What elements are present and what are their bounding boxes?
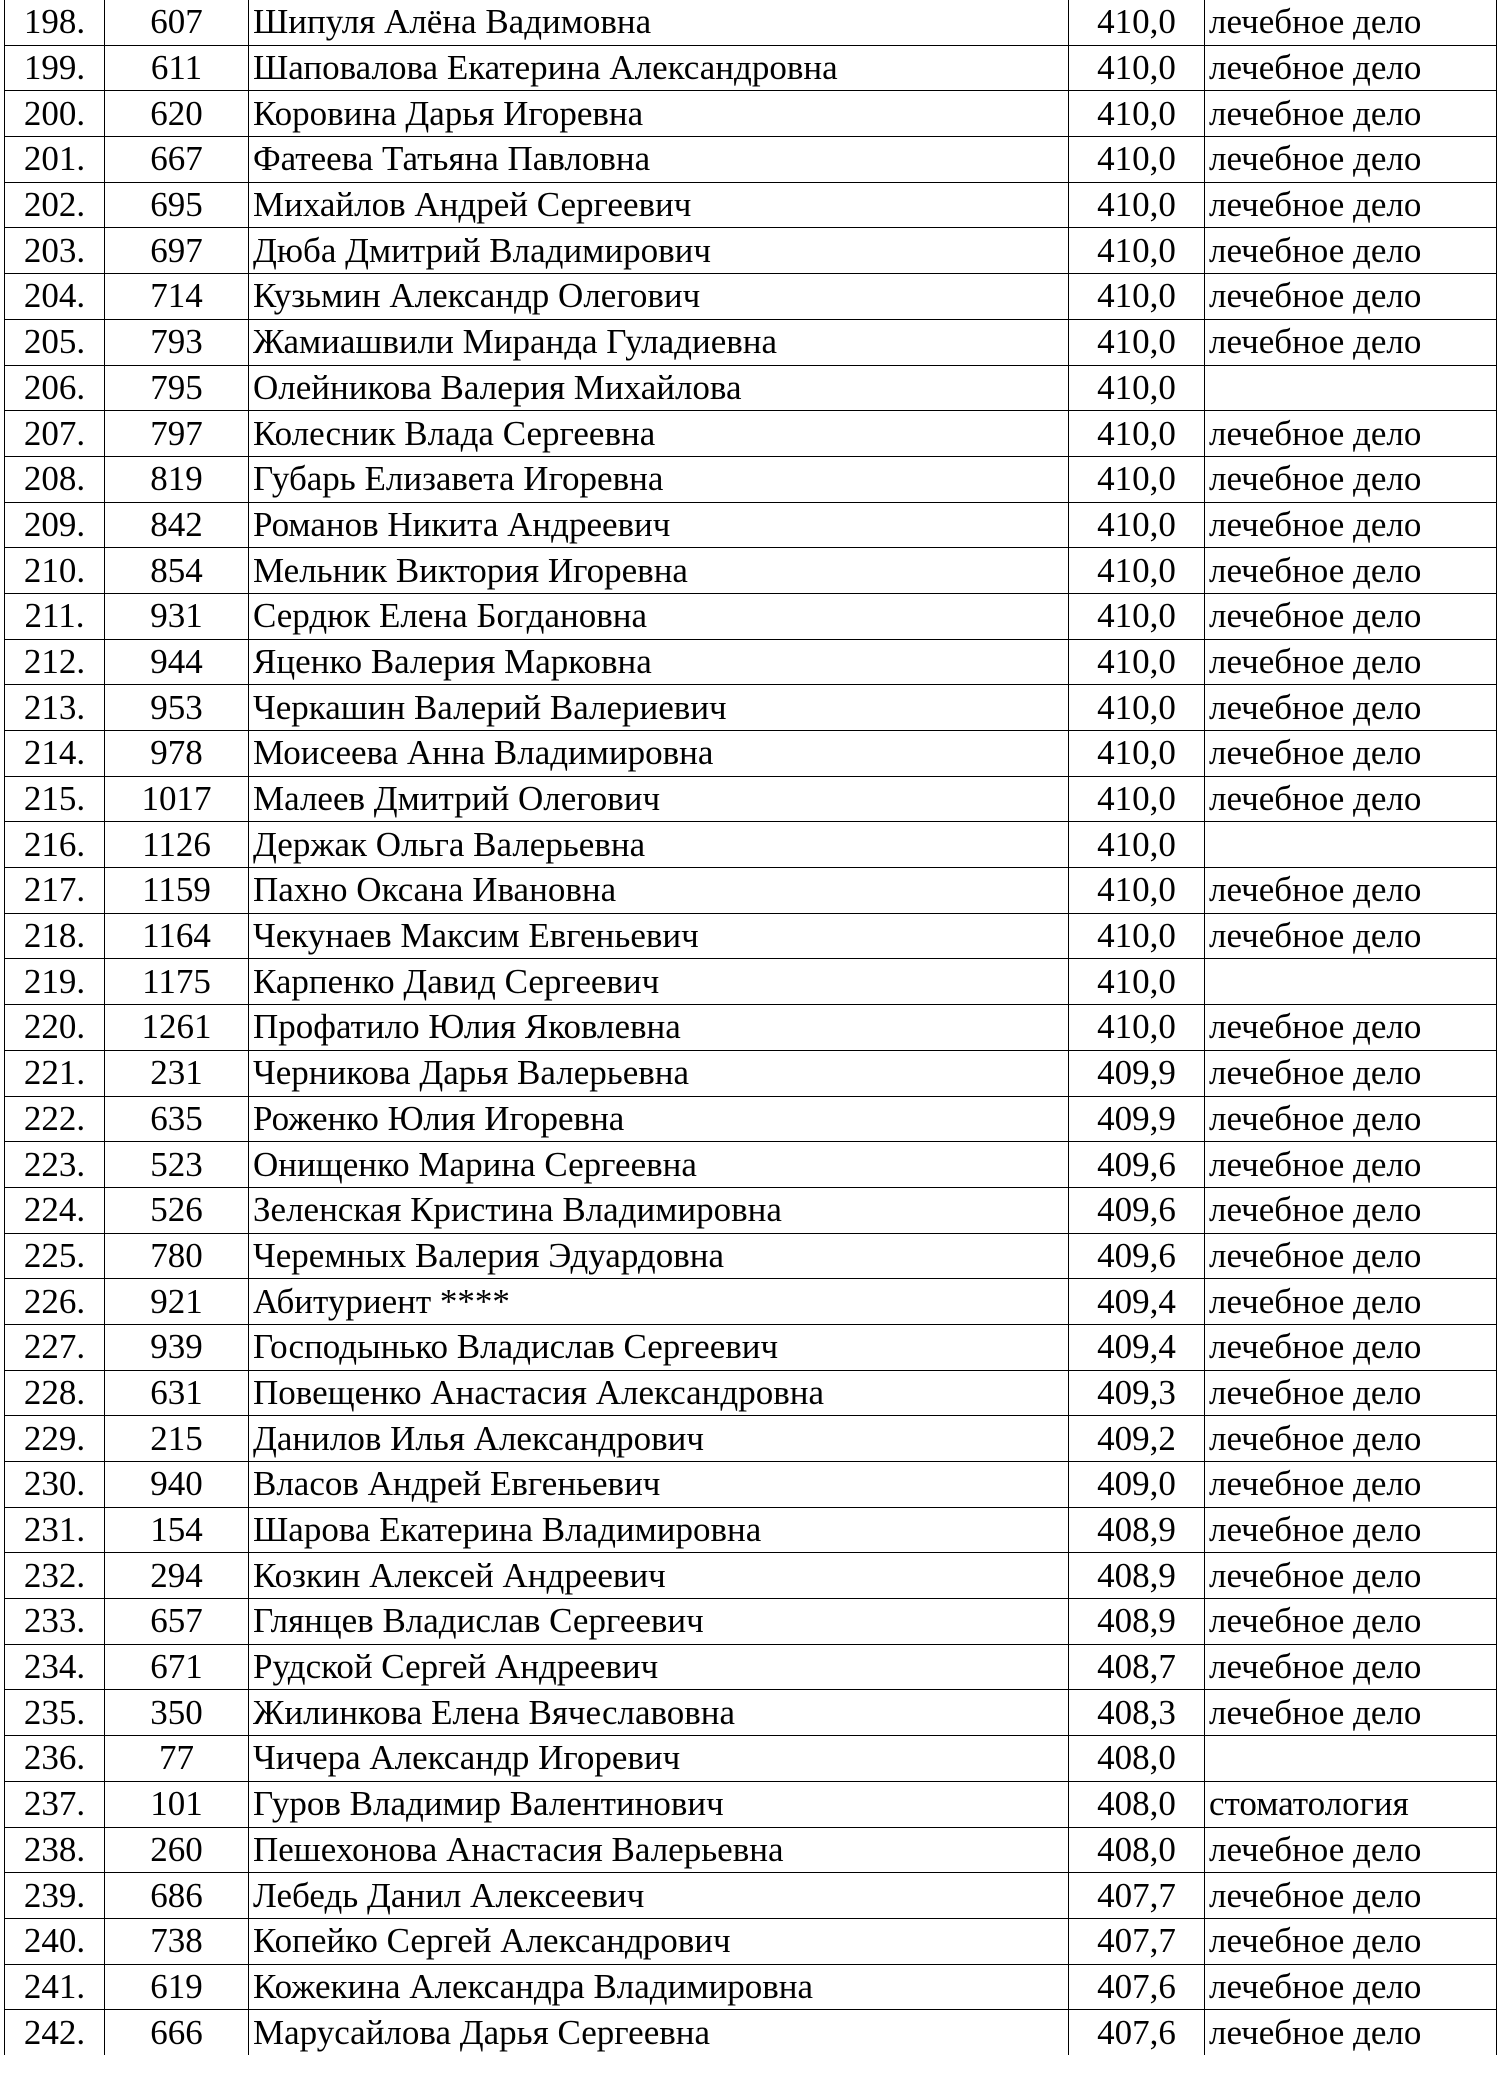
row-number: 241.: [5, 1964, 105, 2010]
applicant-name: Господынько Владислав Сергеевич: [249, 1324, 1069, 1370]
applicant-name: Фатеева Татьяна Павловна: [249, 137, 1069, 183]
row-number: 221.: [5, 1050, 105, 1096]
row-number: 238.: [5, 1827, 105, 1873]
applicant-specialty: лечебное дело: [1205, 1279, 1497, 1325]
applicant-score: 409,9: [1069, 1050, 1205, 1096]
table-row: [5, 1462, 1497, 1508]
applicant-specialty: стоматология: [1205, 1781, 1497, 1827]
applicant-code: 1126: [105, 822, 249, 868]
applicant-specialty: лечебное дело: [1205, 1324, 1497, 1370]
applicant-specialty: лечебное дело: [1205, 1233, 1497, 1279]
applicant-code: 294: [105, 1553, 249, 1599]
applicant-code: 795: [105, 365, 249, 411]
applicant-code: 619: [105, 1964, 249, 2010]
applicant-specialty: лечебное дело: [1205, 1005, 1497, 1051]
applicant-score: 409,6: [1069, 1142, 1205, 1188]
table-row: [5, 45, 1497, 91]
applicant-specialty: лечебное дело: [1205, 182, 1497, 228]
applicant-score: 408,3: [1069, 1690, 1205, 1736]
applicant-name: Черемных Валерия Эдуардовна: [249, 1233, 1069, 1279]
table-row: [5, 1507, 1497, 1553]
applicant-code: 842: [105, 502, 249, 548]
row-number: 211.: [5, 593, 105, 639]
applicant-name: Глянцев Владислав Сергеевич: [249, 1599, 1069, 1645]
applicant-score: 409,3: [1069, 1370, 1205, 1416]
applicant-score: 409,4: [1069, 1279, 1205, 1325]
row-number: 225.: [5, 1233, 105, 1279]
applicant-name: Черникова Дарья Валерьевна: [249, 1050, 1069, 1096]
table-row: [5, 1599, 1497, 1645]
row-number: 222.: [5, 1096, 105, 1142]
applicant-specialty: лечебное дело: [1205, 91, 1497, 137]
applicant-name: Зеленская Кристина Владимировна: [249, 1187, 1069, 1233]
applicant-score: 410,0: [1069, 639, 1205, 685]
table-row: [5, 1005, 1497, 1051]
row-number: 224.: [5, 1187, 105, 1233]
applicant-specialty: лечебное дело: [1205, 1416, 1497, 1462]
table-row: [5, 1644, 1497, 1690]
applicant-score: 410,0: [1069, 319, 1205, 365]
applicant-score: 407,6: [1069, 2010, 1205, 2055]
row-number: 232.: [5, 1553, 105, 1599]
applicant-specialty: лечебное дело: [1205, 0, 1497, 45]
applicant-code: 797: [105, 411, 249, 457]
row-number: 220.: [5, 1005, 105, 1051]
applicant-name: Кожекина Александра Владимировна: [249, 1964, 1069, 2010]
row-number: 227.: [5, 1324, 105, 1370]
applicant-specialty: лечебное дело: [1205, 1827, 1497, 1873]
applicant-code: 611: [105, 45, 249, 91]
table-row: [5, 1370, 1497, 1416]
table-row: [5, 685, 1497, 731]
applicant-name: Кузьмин Александр Олегович: [249, 274, 1069, 320]
applicant-score: 410,0: [1069, 502, 1205, 548]
applicant-name: Рудской Сергей Андреевич: [249, 1644, 1069, 1690]
applicant-score: 410,0: [1069, 731, 1205, 777]
applicant-specialty: лечебное дело: [1205, 411, 1497, 457]
applicant-score: 410,0: [1069, 959, 1205, 1005]
applicant-specialty: лечебное дело: [1205, 502, 1497, 548]
table-row: [5, 731, 1497, 777]
row-number: 236.: [5, 1736, 105, 1782]
table-row: [5, 2010, 1497, 2055]
table-row: [5, 959, 1497, 1005]
applicant-name: Марусайлова Дарья Сергеевна: [249, 2010, 1069, 2055]
applicant-code: 978: [105, 731, 249, 777]
applicant-score: 407,7: [1069, 1873, 1205, 1919]
applicant-score: 410,0: [1069, 685, 1205, 731]
table-row: [5, 1873, 1497, 1919]
table-row: [5, 913, 1497, 959]
table-row: [5, 411, 1497, 457]
applicant-code: 939: [105, 1324, 249, 1370]
applicant-score: 410,0: [1069, 228, 1205, 274]
applicant-score: 410,0: [1069, 182, 1205, 228]
applicant-specialty: лечебное дело: [1205, 731, 1497, 777]
applicant-specialty: лечебное дело: [1205, 1918, 1497, 1964]
applicant-code: 1017: [105, 776, 249, 822]
applicant-code: 1159: [105, 868, 249, 914]
applicant-specialty: лечебное дело: [1205, 868, 1497, 914]
applicant-score: 409,2: [1069, 1416, 1205, 1462]
applicant-score: 408,0: [1069, 1781, 1205, 1827]
table-row: [5, 639, 1497, 685]
applicant-code: 944: [105, 639, 249, 685]
applicant-name: Гуров Владимир Валентинович: [249, 1781, 1069, 1827]
applicant-specialty: лечебное дело: [1205, 1964, 1497, 2010]
applicant-specialty: [1205, 1736, 1497, 1782]
table-row: [5, 502, 1497, 548]
applicant-code: 526: [105, 1187, 249, 1233]
applicant-score: 410,0: [1069, 456, 1205, 502]
row-number: 202.: [5, 182, 105, 228]
applicant-specialty: лечебное дело: [1205, 1599, 1497, 1645]
applicant-specialty: лечебное дело: [1205, 776, 1497, 822]
applicant-score: 408,9: [1069, 1553, 1205, 1599]
applicant-code: 607: [105, 0, 249, 45]
applicant-specialty: лечебное дело: [1205, 913, 1497, 959]
applicant-name: Жилинкова Елена Вячеславовна: [249, 1690, 1069, 1736]
applicant-name: Абитуриент ****: [249, 1279, 1069, 1325]
row-number: 237.: [5, 1781, 105, 1827]
table-row: [5, 1918, 1497, 1964]
row-number: 230.: [5, 1462, 105, 1508]
row-number: 204.: [5, 274, 105, 320]
applicant-code: 854: [105, 548, 249, 594]
applicant-name: Сердюк Елена Богдановна: [249, 593, 1069, 639]
table-row: [5, 1324, 1497, 1370]
applicant-code: 523: [105, 1142, 249, 1188]
applicant-specialty: лечебное дело: [1205, 2010, 1497, 2055]
applicant-score: 410,0: [1069, 91, 1205, 137]
applicant-score: 409,9: [1069, 1096, 1205, 1142]
applicant-name: Профатило Юлия Яковлевна: [249, 1005, 1069, 1051]
applicant-specialty: лечебное дело: [1205, 45, 1497, 91]
applicant-name: Романов Никита Андреевич: [249, 502, 1069, 548]
applicant-code: 931: [105, 593, 249, 639]
applicant-code: 940: [105, 1462, 249, 1508]
table-row: [5, 228, 1497, 274]
applicant-code: 921: [105, 1279, 249, 1325]
applicant-score: 410,0: [1069, 776, 1205, 822]
table-row: [5, 91, 1497, 137]
row-number: 229.: [5, 1416, 105, 1462]
row-number: 200.: [5, 91, 105, 137]
applicant-specialty: лечебное дело: [1205, 593, 1497, 639]
applicant-name: Шарова Екатерина Владимировна: [249, 1507, 1069, 1553]
table-row: [5, 1736, 1497, 1782]
table-row: [5, 776, 1497, 822]
applicant-specialty: лечебное дело: [1205, 1142, 1497, 1188]
applicant-code: 1261: [105, 1005, 249, 1051]
applicant-specialty: лечебное дело: [1205, 639, 1497, 685]
row-number: 206.: [5, 365, 105, 411]
applicant-specialty: [1205, 822, 1497, 868]
applicant-score: 410,0: [1069, 822, 1205, 868]
applicant-specialty: лечебное дело: [1205, 137, 1497, 183]
row-number: 208.: [5, 456, 105, 502]
row-number: 228.: [5, 1370, 105, 1416]
applicant-name: Шипуля Алёна Вадимовна: [249, 0, 1069, 45]
applicant-name: Малеев Дмитрий Олегович: [249, 776, 1069, 822]
applicant-score: 408,0: [1069, 1827, 1205, 1873]
table-row: [5, 1096, 1497, 1142]
applicant-name: Яценко Валерия Марковна: [249, 639, 1069, 685]
applicant-name: Чекунаев Максим Евгеньевич: [249, 913, 1069, 959]
applicant-code: 686: [105, 1873, 249, 1919]
row-number: 205.: [5, 319, 105, 365]
applicant-name: Лебедь Данил Алексеевич: [249, 1873, 1069, 1919]
applicant-specialty: лечебное дело: [1205, 1553, 1497, 1599]
applicant-specialty: лечебное дело: [1205, 1873, 1497, 1919]
table-row: [5, 548, 1497, 594]
applicant-name: Роженко Юлия Игоревна: [249, 1096, 1069, 1142]
applicants-table: [4, 0, 1497, 2055]
applicant-name: Жамиашвили Миранда Гуладиевна: [249, 319, 1069, 365]
applicant-code: 631: [105, 1370, 249, 1416]
applicant-code: 635: [105, 1096, 249, 1142]
applicant-score: 410,0: [1069, 593, 1205, 639]
applicant-score: 410,0: [1069, 274, 1205, 320]
applicant-code: 1164: [105, 913, 249, 959]
table-row: [5, 319, 1497, 365]
applicant-name: Повещенко Анастасия Александровна: [249, 1370, 1069, 1416]
applicant-code: 260: [105, 1827, 249, 1873]
row-number: 240.: [5, 1918, 105, 1964]
applicant-specialty: лечебное дело: [1205, 1096, 1497, 1142]
applicant-name: Михайлов Андрей Сергеевич: [249, 182, 1069, 228]
applicant-specialty: лечебное дело: [1205, 548, 1497, 594]
row-number: 203.: [5, 228, 105, 274]
row-number: 217.: [5, 868, 105, 914]
table-row: [5, 1553, 1497, 1599]
table-row: [5, 1416, 1497, 1462]
applicant-code: 953: [105, 685, 249, 731]
table-row: [5, 1279, 1497, 1325]
applicant-code: 697: [105, 228, 249, 274]
table-row: [5, 1690, 1497, 1736]
applicant-code: 350: [105, 1690, 249, 1736]
applicant-score: 410,0: [1069, 45, 1205, 91]
applicant-score: 408,0: [1069, 1736, 1205, 1782]
row-number: 226.: [5, 1279, 105, 1325]
applicant-score: 410,0: [1069, 365, 1205, 411]
applicant-specialty: лечебное дело: [1205, 274, 1497, 320]
applicant-name: Власов Андрей Евгеньевич: [249, 1462, 1069, 1508]
table-row: [5, 1233, 1497, 1279]
applicant-code: 657: [105, 1599, 249, 1645]
applicant-score: 408,9: [1069, 1599, 1205, 1645]
applicant-name: Шаповалова Екатерина Александровна: [249, 45, 1069, 91]
row-number: 199.: [5, 45, 105, 91]
applicant-code: 714: [105, 274, 249, 320]
applicant-code: 215: [105, 1416, 249, 1462]
row-number: 233.: [5, 1599, 105, 1645]
applicant-code: 154: [105, 1507, 249, 1553]
applicant-score: 408,9: [1069, 1507, 1205, 1553]
row-number: 234.: [5, 1644, 105, 1690]
row-number: 235.: [5, 1690, 105, 1736]
applicant-specialty: лечебное дело: [1205, 1187, 1497, 1233]
applicant-name: Пешехонова Анастасия Валерьевна: [249, 1827, 1069, 1873]
row-number: 216.: [5, 822, 105, 868]
applicant-score: 410,0: [1069, 548, 1205, 594]
applicant-code: 77: [105, 1736, 249, 1782]
table-row: [5, 182, 1497, 228]
applicant-score: 407,7: [1069, 1918, 1205, 1964]
applicant-name: Данилов Илья Александрович: [249, 1416, 1069, 1462]
table-row: [5, 274, 1497, 320]
applicant-name: Дюба Дмитрий Владимирович: [249, 228, 1069, 274]
table-row: [5, 1781, 1497, 1827]
applicant-code: 671: [105, 1644, 249, 1690]
applicant-name: Онищенко Марина Сергеевна: [249, 1142, 1069, 1188]
table-row: [5, 365, 1497, 411]
table-row: [5, 1050, 1497, 1096]
applicant-name: Мельник Виктория Игоревна: [249, 548, 1069, 594]
applicants-table-body: [5, 0, 1497, 2055]
applicant-score: 409,6: [1069, 1187, 1205, 1233]
applicant-name: Держак Ольга Валерьевна: [249, 822, 1069, 868]
applicant-score: 410,0: [1069, 137, 1205, 183]
applicant-score: 410,0: [1069, 0, 1205, 45]
row-number: 223.: [5, 1142, 105, 1188]
applicant-name: Чичера Александр Игоревич: [249, 1736, 1069, 1782]
applicant-code: 666: [105, 2010, 249, 2055]
applicant-name: Олейникова Валерия Михайлова: [249, 365, 1069, 411]
applicant-name: Моисеева Анна Владимировна: [249, 731, 1069, 777]
applicant-name: Коровина Дарья Игоревна: [249, 91, 1069, 137]
applicant-specialty: лечебное дело: [1205, 1690, 1497, 1736]
applicant-score: 408,7: [1069, 1644, 1205, 1690]
applicant-specialty: лечебное дело: [1205, 1462, 1497, 1508]
row-number: 219.: [5, 959, 105, 1005]
applicant-specialty: [1205, 959, 1497, 1005]
applicant-code: 738: [105, 1918, 249, 1964]
row-number: 209.: [5, 502, 105, 548]
row-number: 231.: [5, 1507, 105, 1553]
table-row: [5, 0, 1497, 45]
table-row: [5, 1827, 1497, 1873]
applicant-specialty: лечебное дело: [1205, 456, 1497, 502]
row-number: 213.: [5, 685, 105, 731]
applicant-name: Колесник Влада Сергеевна: [249, 411, 1069, 457]
applicant-code: 1175: [105, 959, 249, 1005]
row-number: 207.: [5, 411, 105, 457]
row-number: 218.: [5, 913, 105, 959]
applicant-code: 695: [105, 182, 249, 228]
applicant-specialty: лечебное дело: [1205, 228, 1497, 274]
applicant-score: 410,0: [1069, 1005, 1205, 1051]
applicant-score: 410,0: [1069, 411, 1205, 457]
table-row: [5, 456, 1497, 502]
row-number: 210.: [5, 548, 105, 594]
applicant-score: 410,0: [1069, 913, 1205, 959]
applicant-code: 231: [105, 1050, 249, 1096]
applicant-specialty: лечебное дело: [1205, 1050, 1497, 1096]
applicant-specialty: [1205, 365, 1497, 411]
applicant-specialty: лечебное дело: [1205, 319, 1497, 365]
applicant-score: 407,6: [1069, 1964, 1205, 2010]
row-number: 214.: [5, 731, 105, 777]
applicant-specialty: лечебное дело: [1205, 1370, 1497, 1416]
applicant-specialty: лечебное дело: [1205, 1644, 1497, 1690]
applicant-code: 819: [105, 456, 249, 502]
applicant-score: 410,0: [1069, 868, 1205, 914]
table-row: [5, 822, 1497, 868]
applicant-code: 620: [105, 91, 249, 137]
applicant-score: 409,0: [1069, 1462, 1205, 1508]
row-number: 212.: [5, 639, 105, 685]
row-number: 215.: [5, 776, 105, 822]
applicant-score: 409,6: [1069, 1233, 1205, 1279]
applicant-name: Черкашин Валерий Валериевич: [249, 685, 1069, 731]
table-row: [5, 868, 1497, 914]
applicant-specialty: лечебное дело: [1205, 1507, 1497, 1553]
applicant-name: Козкин Алексей Андреевич: [249, 1553, 1069, 1599]
applicant-code: 793: [105, 319, 249, 365]
applicant-name: Копейко Сергей Александрович: [249, 1918, 1069, 1964]
table-row: [5, 1187, 1497, 1233]
applicant-code: 101: [105, 1781, 249, 1827]
row-number: 198.: [5, 0, 105, 45]
applicant-code: 780: [105, 1233, 249, 1279]
applicant-code: 667: [105, 137, 249, 183]
applicant-name: Карпенко Давид Сергеевич: [249, 959, 1069, 1005]
applicant-score: 409,4: [1069, 1324, 1205, 1370]
row-number: 201.: [5, 137, 105, 183]
row-number: 239.: [5, 1873, 105, 1919]
table-row: [5, 1964, 1497, 2010]
table-row: [5, 137, 1497, 183]
applicant-specialty: лечебное дело: [1205, 685, 1497, 731]
table-row: [5, 1142, 1497, 1188]
row-number: 242.: [5, 2010, 105, 2055]
applicant-name: Пахно Оксана Ивановна: [249, 868, 1069, 914]
table-row: [5, 593, 1497, 639]
applicant-name: Губарь Елизавета Игоревна: [249, 456, 1069, 502]
